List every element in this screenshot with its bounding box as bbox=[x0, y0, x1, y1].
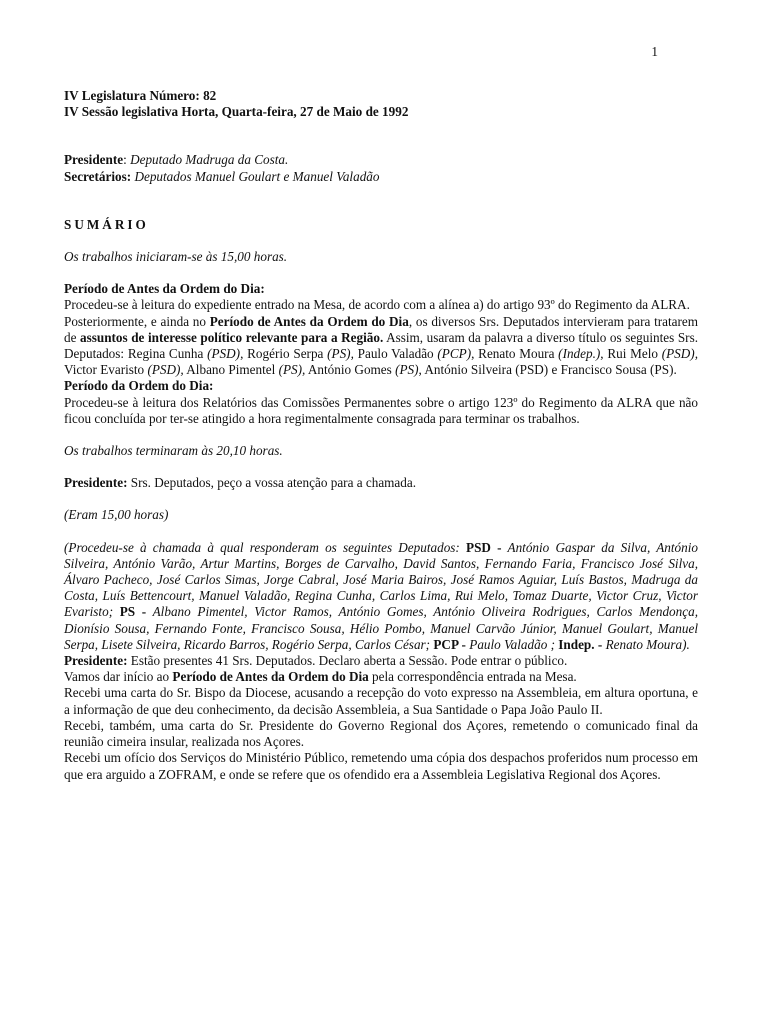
secretaries-names: Deputados Manuel Goulart e Manuel Valadão bbox=[131, 168, 380, 184]
party-tag: (PS), bbox=[327, 346, 354, 362]
document-body bbox=[64, 40, 698, 783]
text-span: Renato Moura). bbox=[602, 636, 690, 652]
text-span: Vamos dar início ao bbox=[64, 669, 173, 685]
text-span: António Gomes bbox=[305, 362, 396, 378]
correspondence-paragraph-2: Recebi, também, uma carta do Sr. Presidente do Governo Regional dos Açores, remetendo o comunicado final da reunião cimeira insular, realizada nos Açores. bbox=[64, 717, 698, 750]
summary-title: SUMÁRIO bbox=[64, 216, 149, 232]
president-label: Presidente: bbox=[64, 475, 128, 491]
text-span: , Rogério Serpa bbox=[240, 346, 328, 362]
text-span: (Procedeu-se à chamada à qual responderam os seguintes Deputados: bbox=[64, 539, 467, 555]
party-tag: (PSD) bbox=[207, 346, 241, 362]
before-agenda-paragraph-1: Procedeu-se à leitura do expediente entrado na Mesa, de acordo com a alínea a) do artigo 93º do Regimento da ALRA. bbox=[64, 297, 690, 313]
session-date-line: IV Sessão legislativa Horta, Quarta-feira, 27 de Maio de 1992 bbox=[64, 104, 409, 120]
party-tag: (PS), bbox=[278, 362, 306, 378]
opening-text: Estão presentes 41 Srs. Deputados. Declaro aberta a Sessão. Pode entrar o público. bbox=[127, 653, 568, 669]
text-span: António Gaspar da Silva, António Silveira, António Varão, Artur Martins, Borges de Carvalho, David Santos, Fernando Faria, Francisco José Silva, Álvaro Pacheco, José Carlos Simas, Jorge Cabral, José Maria Bairos, José Ramos Aguiar, Luís Bastos, Madruga da Costa, Luís Bettencourt, Manuel Valadão, Regina Cunha, Carlos Lima, Rui Melo, Tomaz Duarte, Victor Cruz, Victor Evaristo; bbox=[64, 539, 699, 620]
party-label-ps: PS - bbox=[119, 604, 147, 620]
text-span: Assim, usaram da palavra a diverso título os seguintes Srs. Deputados: Regina Cunha bbox=[64, 329, 698, 362]
end-time-note: Os trabalhos terminaram às 20,10 horas. bbox=[64, 443, 283, 459]
party-label-indep: Indep. - bbox=[558, 636, 603, 652]
president-label: Presidente: bbox=[64, 653, 128, 669]
text-span: Albano Pimentel, Victor Ramos, António Gomes, António Oliveira Rodrigues, Carlos Mendonça, Dionísio Sousa, Fernando Fonte, Francisco Sousa, Hélio Pombo, Manuel Carvão Júnior, Manuel Goulart, Manuel Serpa, Lisete Silveira, Ricardo Barros, Rogério Serpa, Carlos César; bbox=[64, 604, 698, 652]
before-agenda-paragraph-2 bbox=[64, 314, 698, 379]
text-span: , os diversos Srs. Deputados intervieram para tratarem de bbox=[64, 313, 698, 345]
party-tag: (Indep.) bbox=[558, 346, 601, 362]
agenda-start-statement bbox=[64, 669, 698, 685]
agenda-paragraph: Procedeu-se à leitura dos Relatórios das Comissões Permanentes sobre o artigo 123º do Regimento da ALRA que não ficou concluída por ter-se atingido a hora regimentalmente consagrada para terminar os trabalhos. bbox=[64, 394, 698, 426]
text-span: , António Silveira (PSD) e Francisco Sousa (PS). bbox=[418, 362, 677, 378]
text-span: Posteriormente, e ainda no bbox=[64, 313, 210, 329]
text-span: , Renato Moura bbox=[471, 346, 559, 362]
president-name: Deputado Madruga da Costa. bbox=[130, 152, 289, 168]
party-label-psd: PSD - bbox=[466, 539, 502, 555]
roll-call-text: Srs. Deputados, peço a vossa atenção para a chamada. bbox=[127, 475, 417, 491]
agenda-heading: Período da Ordem do Dia: bbox=[64, 378, 214, 394]
president-label: Presidente bbox=[64, 152, 124, 168]
bold-span: Período de Antes da Ordem do Dia bbox=[172, 669, 369, 685]
opening-statement bbox=[64, 653, 698, 669]
before-agenda-heading: Período de Antes da Ordem do Dia: bbox=[64, 281, 265, 297]
text-span: Victor Evaristo bbox=[64, 362, 148, 378]
correspondence-paragraph-3: Recebi um ofício dos Serviços do Ministério Público, remetendo uma cópia dos despachos proferidos num processo em que era arguido a ZOFRAM, e onde se refere que os ofendido era a Assembleia Legislativa Regional dos Açores. bbox=[64, 750, 698, 782]
secretaries-label: Secretários: bbox=[64, 168, 132, 184]
party-tag: (PSD), bbox=[147, 362, 184, 378]
president-line bbox=[64, 152, 698, 168]
president-separator: : bbox=[123, 152, 131, 168]
bold-span: assuntos de interesse político relevante para a Região. bbox=[80, 329, 384, 345]
secretaries-line bbox=[64, 169, 698, 185]
time-note: (Eram 15,00 horas) bbox=[64, 507, 169, 523]
text-span: Paulo Valadão ; bbox=[465, 636, 559, 652]
legislature-number: IV Legislatura Número: 82 bbox=[64, 88, 217, 103]
party-tag: (PS) bbox=[395, 362, 419, 378]
start-time-note: Os trabalhos iniciaram-se às 15,00 horas. bbox=[64, 249, 288, 265]
party-tag: (PCP) bbox=[437, 346, 472, 362]
party-tag: (PSD), bbox=[661, 346, 698, 362]
page-number: 1 bbox=[651, 44, 658, 59]
roll-call-intro bbox=[64, 475, 698, 491]
bold-span: Período de Antes da Ordem do Dia bbox=[209, 313, 409, 329]
roll-call-list bbox=[64, 540, 698, 653]
text-span: Albano Pimentel bbox=[183, 362, 279, 378]
text-span: Paulo Valadão bbox=[353, 346, 438, 362]
party-label-pcp: PCP - bbox=[433, 636, 466, 652]
text-span: , Rui Melo bbox=[600, 346, 662, 362]
correspondence-paragraph-1: Recebi uma carta do Sr. Bispo da Diocese, acusando a recepção do voto expresso na Assembleia, em altura oportuna, e a informação de que deu conhecimento, da decisão Assembleia, a Sua Santidade o Papa João Paulo II. bbox=[64, 685, 698, 717]
text-span: pela correspondência entrada na Mesa. bbox=[368, 669, 577, 685]
